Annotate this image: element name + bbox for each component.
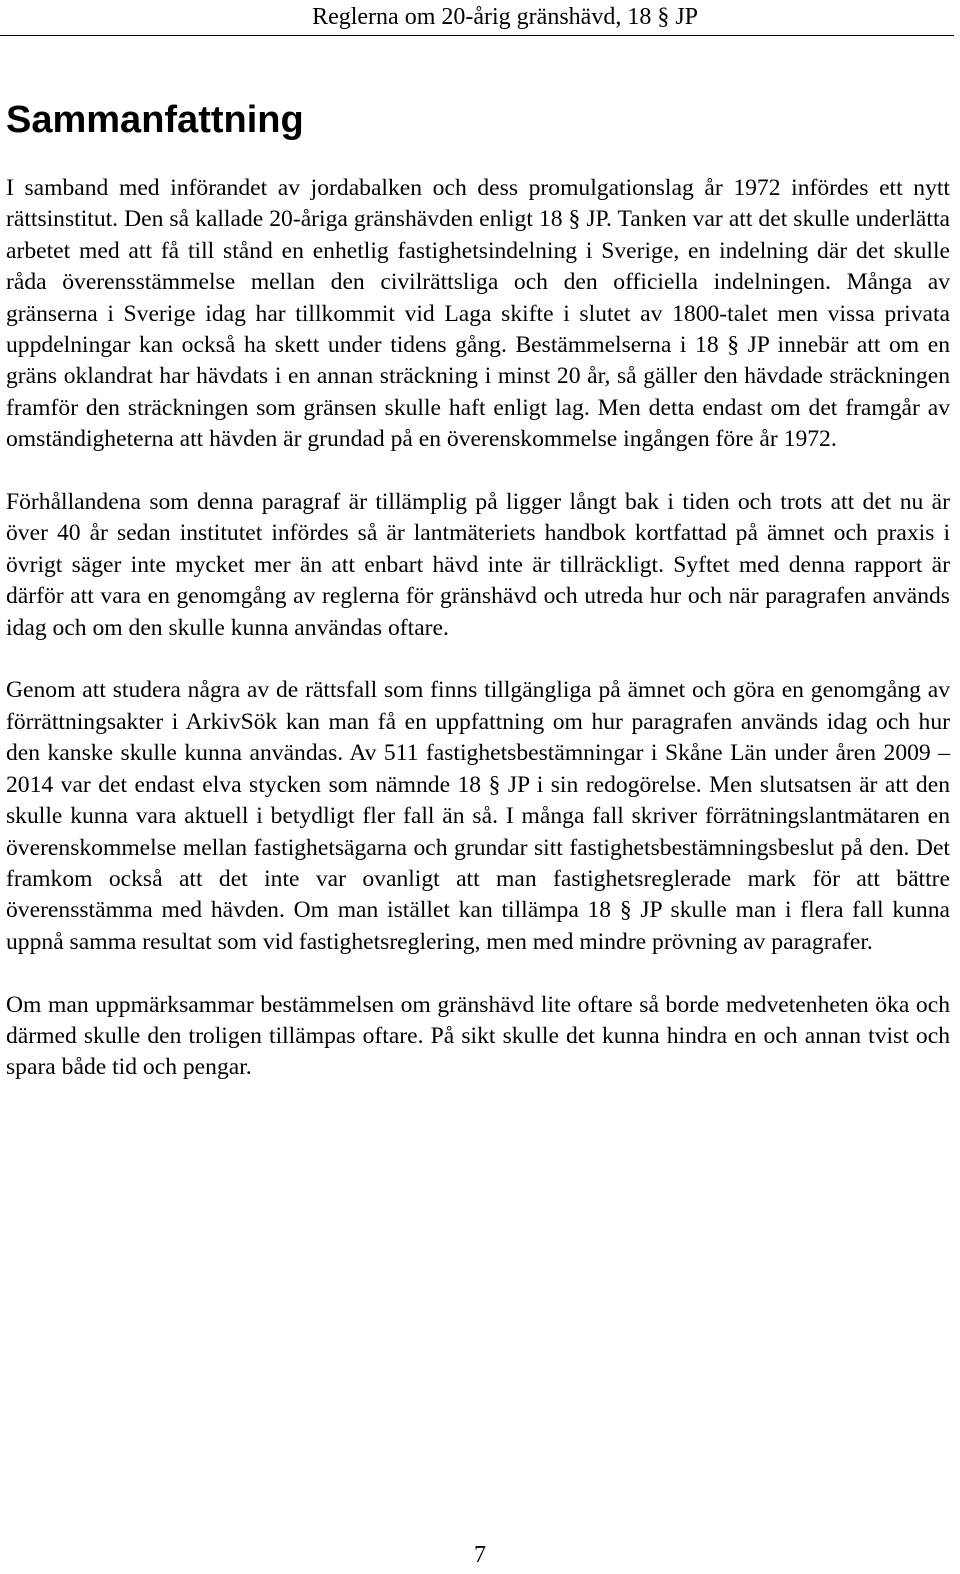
running-header-title: Reglerna om 20-årig gränshävd, 18 § JP xyxy=(312,4,698,30)
paragraph-2: Förhållandena som denna paragraf är tillämplig på ligger långt bak i tiden och trots att det nu är över 40 år sedan institutet infördes så är lantmäteriets handbok kortfattad på ämnet och praxis i övrigt säger inte mycket mer än att enbart hävd inte är tillräckligt. Syftet med denna rapport är därför att vara en genomgång av reglerna för gränshävd och utreda hur och när paragrafen används idag och om den skulle kunna användas oftare. xyxy=(6,489,950,641)
running-header xyxy=(0,0,954,36)
summary-body xyxy=(6,173,950,1115)
paragraph-1: I samband med införandet av jordabalken och dess promulgationslag år 1972 infördes ett nytt rättsinstitut. Den så kallade 20-åriga gränshävden enligt 18 § JP. Tanken var att det skulle underlätta arbetet med att få till stånd en enhetlig fastighetsindelning i Sverige, en indelning där det skulle råda överensstämmelse mellan den civilrättsliga och den officiella indelningen. Många av gränserna i Sverige idag har tillkommit vid Laga skifte i slutet av 1800-talet men vissa privata uppdelningar kan också ha skett under tidens gång. Bestämmelserna i 18 § JP innebär att om en gräns oklandrat har hävdats i en annan sträckning i minst 20 år, så gäller den hävdade sträckningen framför den sträckningen som gränsen skulle haft enligt lag. Men detta endast om det framgår av omständigheterna att hävden är grundad på en överenskommelse ingången före år 1972. xyxy=(6,175,950,453)
paragraph-3: Genom att studera några av de rättsfall som finns tillgängliga på ämnet och göra en genomgång av förrättningsakter i ArkivSök kan man få en uppfattning om hur paragrafen används idag och hur den kanske skulle kunna användas. Av 511 fastighetsbestämningar i Skåne Län under åren 2009 – 2014 var det endast elva stycken som nämnde 18 § JP i sin redogörelse. Men slutsatsen är att den skulle kunna vara aktuell i betydligt fler fall än så. I många fall skriver förrätningslantmätaren en överenskommelse mellan fastighetsägarna och grundar sitt fastighetsbestämningsbeslut på den. Det framkom också att det inte var ovanligt att man fastighetsreglerade mark för att bättre överensstämma med hävden. Om man istället kan tillämpa 18 § JP skulle man i flera fall kunna uppnå samma resultat som vid fastighetsreglering, men med mindre prövning av paragrafer. xyxy=(6,677,950,955)
page-number: 7 xyxy=(474,1542,486,1568)
paragraph-4: Om man uppmärksammar bestämmelsen om gränshävd lite oftare så borde medvetenheten öka och därmed skulle den troligen tillämpas oftare. På sikt skulle det kunna hindra en och annan tvist och spara både tid och pengar. xyxy=(6,991,950,1081)
section-title: Sammanfattning xyxy=(6,99,304,141)
